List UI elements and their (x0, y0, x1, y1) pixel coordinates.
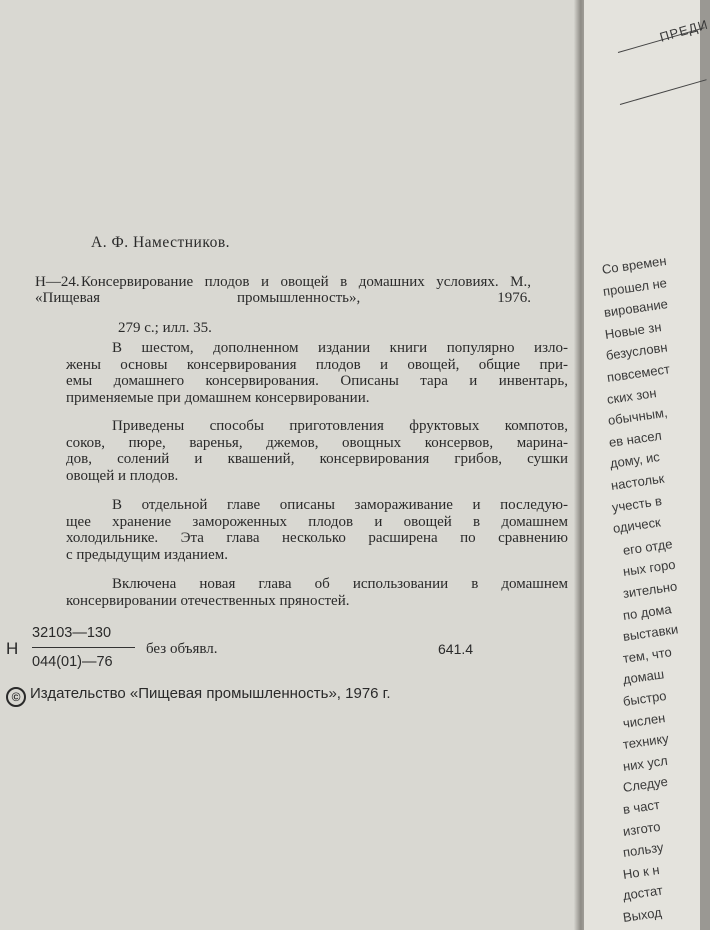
fraction-letter: Н (6, 639, 19, 658)
right-page-line: обычным, (607, 404, 669, 429)
right-page-line: зительно (621, 578, 678, 601)
fraction-denominator: 044(01)—76 (32, 654, 113, 670)
right-page-line: Но к н (621, 861, 661, 882)
right-page-line: прошел не (601, 274, 668, 299)
right-page-line: повсемест (605, 361, 671, 385)
right-page-line: тем, что (621, 644, 673, 666)
right-page-line: Новые зн (603, 318, 663, 342)
fraction-bar (32, 647, 135, 648)
right-page-line: технику (621, 730, 670, 753)
right-page-line: ских зон (606, 384, 658, 407)
right-page-line: изгото (621, 818, 662, 839)
right-page-header: ПРЕДИ (657, 16, 710, 45)
copyright-text: Издательство «Пищевая промышленность», 1976 г. (30, 685, 391, 702)
right-page-line: вирование (602, 296, 669, 321)
right-page-line: Со времен (600, 253, 668, 277)
abstract-line: соков, пюре, варенья, джемов, овощных консервов, марина- (66, 434, 568, 451)
right-page-line: его отде (621, 535, 674, 558)
abstract-line: щее хранение замороженных плодов и овощей в домашнем (66, 513, 568, 530)
author-name: А. Ф. Наместников. (91, 234, 231, 251)
fraction-numerator: 32103—130 (32, 625, 112, 641)
right-page-line: дому, ис (609, 449, 661, 472)
udc-class-code: 641.4 (438, 641, 474, 657)
abstract-line: жены основы консервирования плодов и овощей, общие при- (66, 356, 568, 373)
abstract-line: Включена новая глава об использовании в домашнем (112, 576, 568, 592)
right-book-page (584, 0, 710, 930)
abstract-line: емы домашнего консервирования. Описаны тара и инвентарь, (66, 373, 568, 390)
abstract-line: В отдельной главе описаны замораживание и последую- (112, 497, 568, 513)
right-page-line: учесть в (610, 492, 663, 515)
right-page-line: домаш (621, 666, 665, 688)
right-page-line: в част (621, 796, 661, 817)
right-page-line: быстро (621, 687, 668, 709)
right-page-line: достат (621, 882, 664, 904)
abstract-line: Приведены способы приготовления фруктовых компотов, (112, 418, 568, 434)
abstract-line: дов, солений и квашений, консервирования грибов, сушки (66, 451, 568, 468)
copyright-symbol: © (6, 687, 26, 707)
catalog-index: Н—24. (35, 274, 80, 290)
no-announcement-note: без объявл. (146, 641, 218, 657)
copyright-line (6, 686, 390, 707)
right-page-line: по дома (621, 600, 673, 623)
right-page-line: безусловн (604, 339, 669, 364)
abstract-line: консервировании отечественных пряностей. (66, 592, 350, 609)
header-rule-bottom (620, 79, 707, 105)
right-page-line: ных горо (621, 557, 677, 580)
right-page-line: числен (621, 709, 666, 731)
abstract-line: овощей и плодов. (66, 467, 179, 484)
right-page-line: Следуе (621, 774, 669, 796)
publication-fraction (6, 625, 166, 673)
right-page-line: пользу (621, 839, 665, 861)
bibliographic-reference: Консервирование плодов и овощей в домашних условиях. М., «Пищевая промышленность», 1976. (35, 274, 531, 306)
abstract-line: В шестом, дополненном издании книги популярно изло- (112, 340, 568, 356)
right-page-line: настольк (609, 470, 666, 493)
page-count: 279 с.; илл. 35. (118, 320, 212, 336)
abstract-line: применяемые при домашнем консервировании. (66, 389, 370, 406)
right-page-line: выставки (621, 621, 679, 645)
right-page-line: одическ (611, 514, 662, 537)
right-page-line: них усл (621, 752, 669, 774)
abstract-line: с предыдущим изданием. (66, 546, 228, 563)
right-page-line: Выход (621, 904, 663, 925)
abstract-line: холодильнике. Эта глава несколько расширена по сравнению (66, 530, 568, 547)
right-page-line: ев насел (608, 427, 663, 450)
